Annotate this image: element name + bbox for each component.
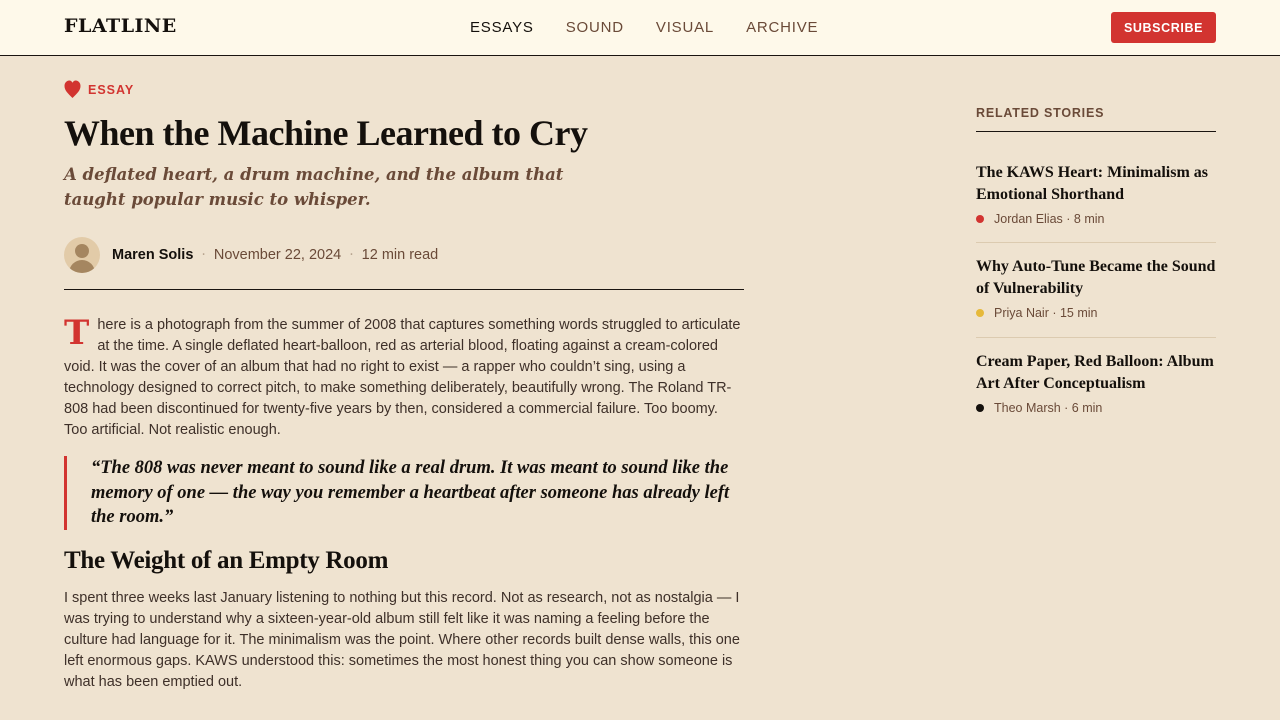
subscribe-button[interactable]: SUBSCRIBE: [1111, 12, 1216, 43]
related-story-byline: Theo Marsh · 6 min: [994, 401, 1103, 415]
site-header: [0, 0, 1280, 56]
related-story[interactable]: [976, 256, 1216, 320]
related-story-meta: [976, 306, 1216, 320]
related-story-byline: Jordan Elias · 8 min: [994, 212, 1105, 226]
author-name[interactable]: Maren Solis: [112, 247, 194, 263]
related-story-meta: [976, 212, 1216, 226]
avatar[interactable]: [64, 237, 100, 273]
status-dot: [976, 215, 984, 223]
related-story-meta: [976, 401, 1216, 415]
separator-dot: ·: [349, 247, 354, 263]
article-paragraph: I spent three weeks last January listening to nothing but this record. Not as research, not as nostalgia — I was trying to understand why a sixteen-year-old album still felt like it was naming a feeling before the culture had language for it. The minimalism was the point. Where other records built dense walls, this one left enormous gaps. KAWS understood this: sometimes the most honest thing you can show someone is what has been emptied out.: [64, 590, 740, 690]
heart-icon: [64, 80, 81, 99]
article-kicker: [64, 80, 134, 99]
article-title: When the Machine Learned to Cry: [64, 113, 588, 153]
separator-dot: ·: [201, 247, 206, 263]
site-logo[interactable]: FLATLINE: [64, 15, 177, 37]
avatar-torso: [69, 260, 95, 273]
nav-essays[interactable]: ESSAYS: [470, 19, 534, 36]
status-dot: [976, 404, 984, 412]
pull-quote: “The 808 was never meant to sound like a real drum. It was meant to sound like the memory of one — the way you remember a heartbeat after someone has already left the room.”: [64, 456, 744, 530]
byline: [64, 237, 438, 273]
related-story-title[interactable]: Why Auto-Tune Became the Sound of Vulnerability: [976, 258, 1216, 297]
paragraph-text: here is a photograph from the summer of 2008 that captures something words struggled to articulate at the time. A single deflated heart-balloon, red as arterial blood, floating against a cream-colored void. It was the cover of an album that had no right to exist — a rapper who couldn’t sing, using a technology designed to correct pitch, to make something deliberately, beautifully wrong. The Roland TR-808 had been discontinued for twenty-five years by then, considered a commercial failure. Too boomy. Too artificial. Not realistic enough.: [64, 317, 741, 438]
status-dot: [976, 309, 984, 317]
story-divider: [976, 337, 1216, 338]
related-stories-heading: RELATED STORIES: [976, 106, 1216, 132]
nav-archive[interactable]: ARCHIVE: [746, 19, 819, 36]
related-story-title[interactable]: Cream Paper, Red Balloon: Album Art After Conceptualism: [976, 353, 1214, 392]
avatar-head: [75, 244, 89, 258]
read-time: 12 min read: [361, 247, 439, 263]
byline-divider: [64, 289, 744, 290]
article-paragraph: [64, 315, 744, 441]
article-dek: A deflated heart, a drum machine, and the album that taught popular music to whisper.: [64, 165, 564, 209]
related-story-byline: Priya Nair · 15 min: [994, 306, 1098, 320]
related-story[interactable]: [976, 162, 1216, 226]
nav-sound[interactable]: SOUND: [565, 19, 624, 36]
story-divider: [976, 242, 1216, 243]
publish-date: November 22, 2024: [213, 247, 342, 263]
section-heading: The Weight of an Empty Room: [64, 547, 389, 574]
main-nav: [470, 19, 850, 36]
nav-visual[interactable]: VISUAL: [655, 19, 715, 36]
related-story[interactable]: [976, 351, 1216, 415]
kicker-label[interactable]: ESSAY: [88, 82, 135, 97]
drop-cap: T: [64, 313, 90, 353]
related-story-title[interactable]: The KAWS Heart: Minimalism as Emotional Shorthand: [976, 164, 1208, 203]
